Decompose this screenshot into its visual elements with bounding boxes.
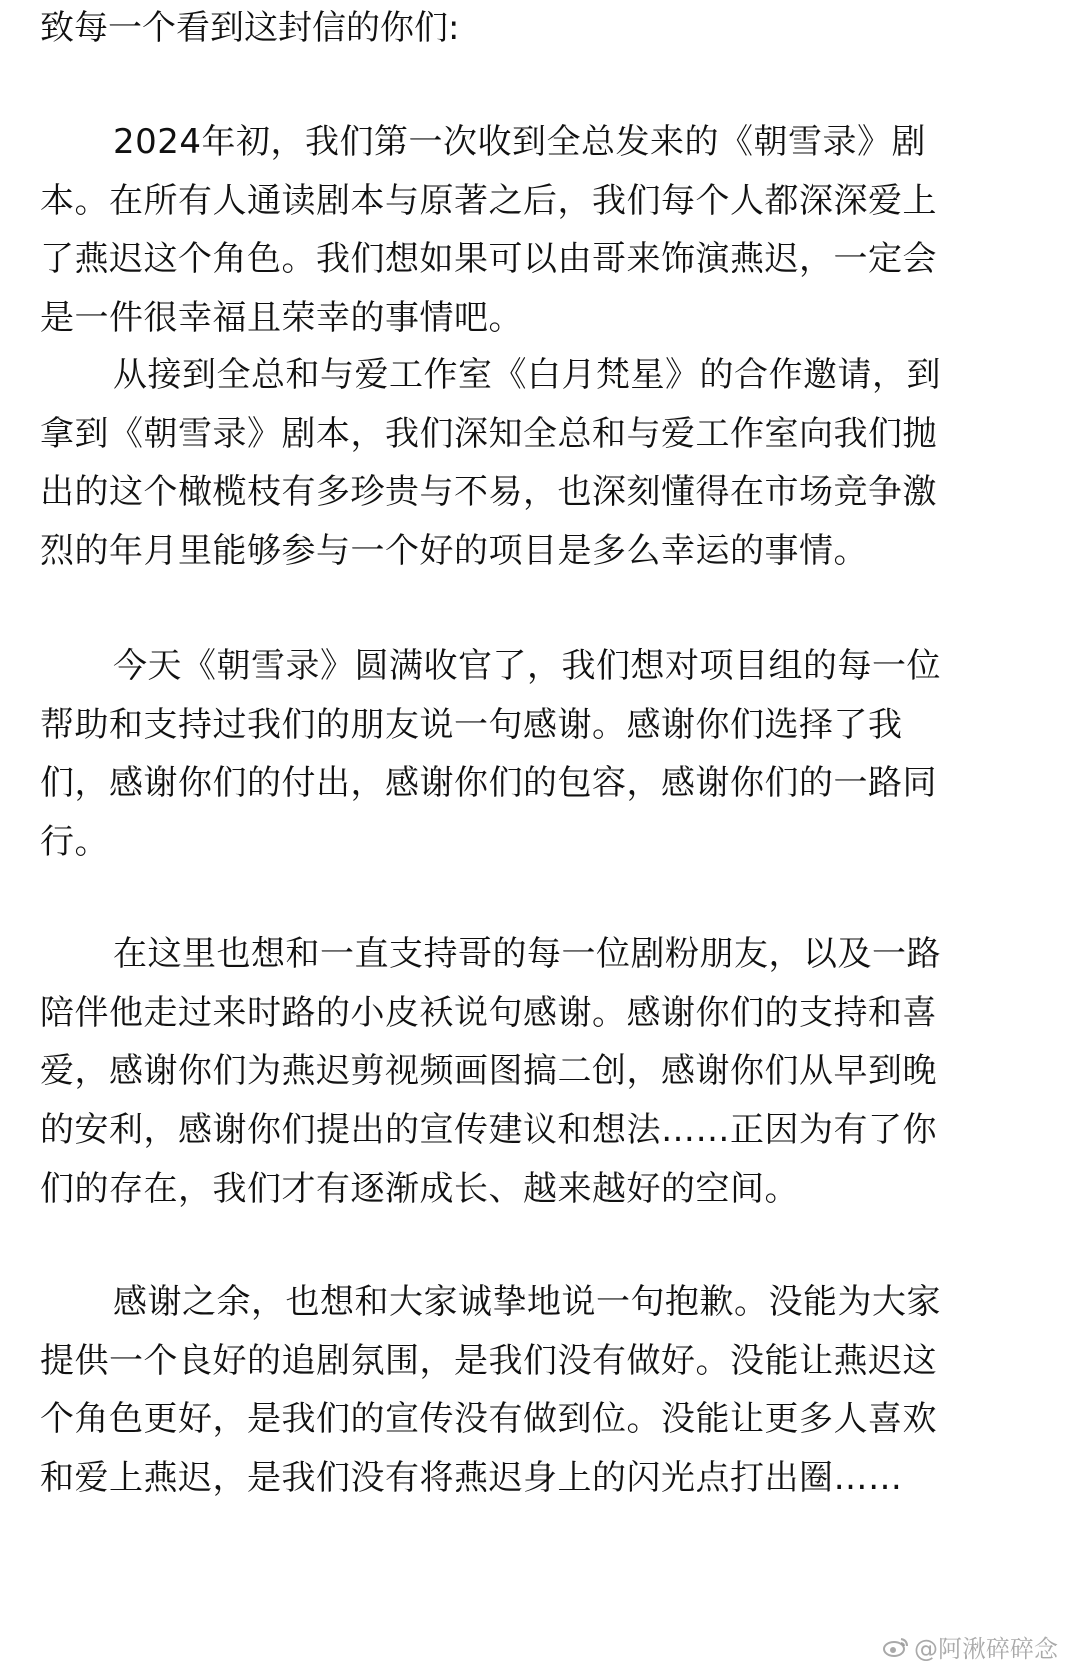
letter-salutation: 致每一个看到这封信的你们: (40, 8, 460, 48)
paragraph-1: 2024年初，我们第一次收到全总发来的《朝雪录》剧本。在所有人通读剧本与原著之后，我们每个人都深深爱上了燕迟这个角色。我们想如果可以由哥来饰演燕迟，一定会是一件很幸福且荣幸的事情吧。 (40, 122, 937, 339)
paragraph-4: 在这里也想和一直支持哥的每一位剧粉朋友，以及一路陪伴他走过来时路的小皮袄说句感谢。感谢你们的支持和喜爱，感谢你们为燕迟剪视频画图搞二创，感谢你们从早到晚的安利，感谢你们提出的宣传建议和想法……正因为有了你们的存在，我们才有逐渐成长、越来越好的空间。 (40, 934, 941, 1209)
weibo-watermark (882, 1629, 1058, 1664)
paragraph-2: 从接到全总和与爱工作室《白月梵星》的合作邀请，到拿到《朝雪录》剧本，我们深知全总和与爱工作室向我们抛出的这个橄榄枝有多珍贵与不易，也深刻懂得在市场竞争激烈的年月里能够参与一个好的项目是多么幸运的事情。 (40, 355, 941, 572)
paragraph-3: 今天《朝雪录》圆满收官了，我们想对项目组的每一位帮助和支持过我们的朋友说一句感谢。感谢你们选择了我们，感谢你们的付出，感谢你们的包容，感谢你们的一路同行。 (40, 646, 941, 863)
weibo-logo-icon (882, 1636, 910, 1658)
watermark-text: @阿湫碎碎念 (914, 1635, 1058, 1663)
paragraph-5: 感谢之余，也想和大家诚挚地说一句抱歉。没能为大家提供一个良好的追剧氛围，是我们没有做好。没能让燕迟这个角色更好，是我们的宣传没有做到位。没能让更多人喜欢和爱上燕迟，是我们没有将燕迟身上的闪光点打出圈…… (40, 1282, 941, 1499)
